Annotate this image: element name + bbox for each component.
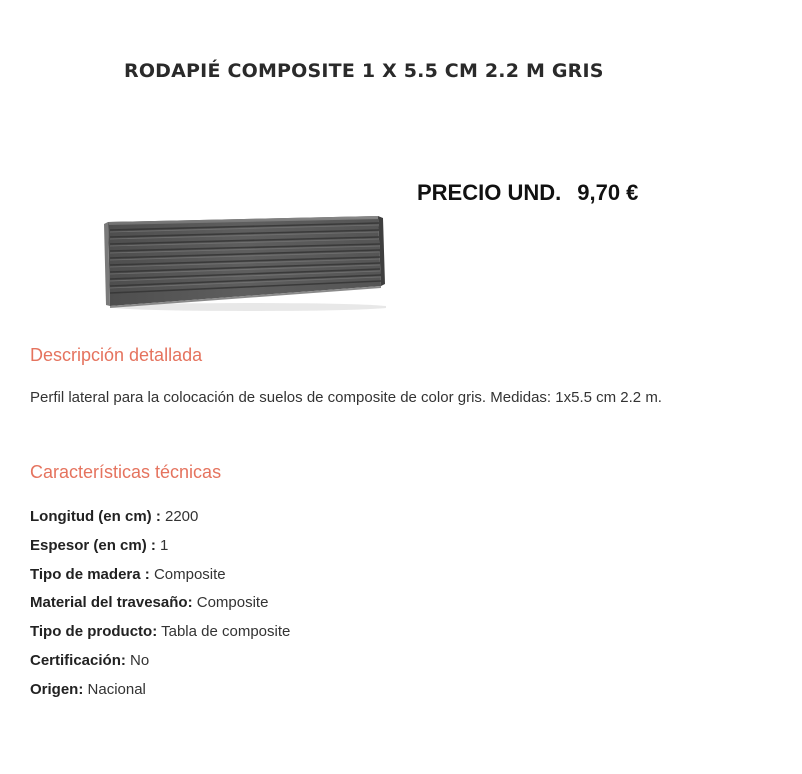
spec-value: 1	[160, 536, 169, 554]
spec-list	[30, 506, 290, 708]
price-label: PRECIO UND.	[417, 180, 562, 205]
spec-row-espesor	[30, 535, 290, 564]
spec-label: Longitud (en cm) :	[30, 508, 161, 525]
spec-value: No	[130, 651, 150, 669]
spec-label: Espesor (en cm) :	[30, 536, 156, 554]
spec-value: Composite	[196, 594, 269, 612]
composite-board-image	[100, 210, 386, 314]
spec-row-material-travesano	[30, 592, 290, 621]
spec-row-tipo-producto	[30, 621, 290, 650]
product-title: RODAPIÉ COMPOSITE 1 X 5.5 CM 2.2 M GRIS	[124, 60, 604, 82]
spec-label: Tipo de producto:	[30, 623, 158, 641]
spec-value: Composite	[153, 565, 226, 583]
price-block	[417, 180, 638, 206]
technical-heading: Características técnicas	[30, 462, 222, 482]
spec-label: Origen:	[30, 680, 84, 698]
spec-row-certificacion	[30, 650, 290, 679]
spec-label: Material del travesaño:	[30, 594, 193, 612]
spec-row-tipo-madera	[30, 564, 290, 593]
description-heading: Descripción detallada	[30, 345, 203, 365]
spec-row-longitud	[30, 506, 290, 535]
spec-row-origen	[30, 679, 290, 708]
spec-value: Tabla de composite	[161, 623, 291, 641]
price-value: 9,70 €	[577, 180, 639, 205]
spec-value: 2200	[164, 508, 199, 525]
spec-label: Certificación:	[30, 651, 126, 669]
spec-label: Tipo de madera :	[30, 565, 150, 583]
spec-value: Nacional	[87, 680, 146, 698]
description-text: Perfil lateral para la colocación de suelos de composite de color gris. Medidas: 1x5.5 cm 2.2 m.	[30, 389, 662, 406]
